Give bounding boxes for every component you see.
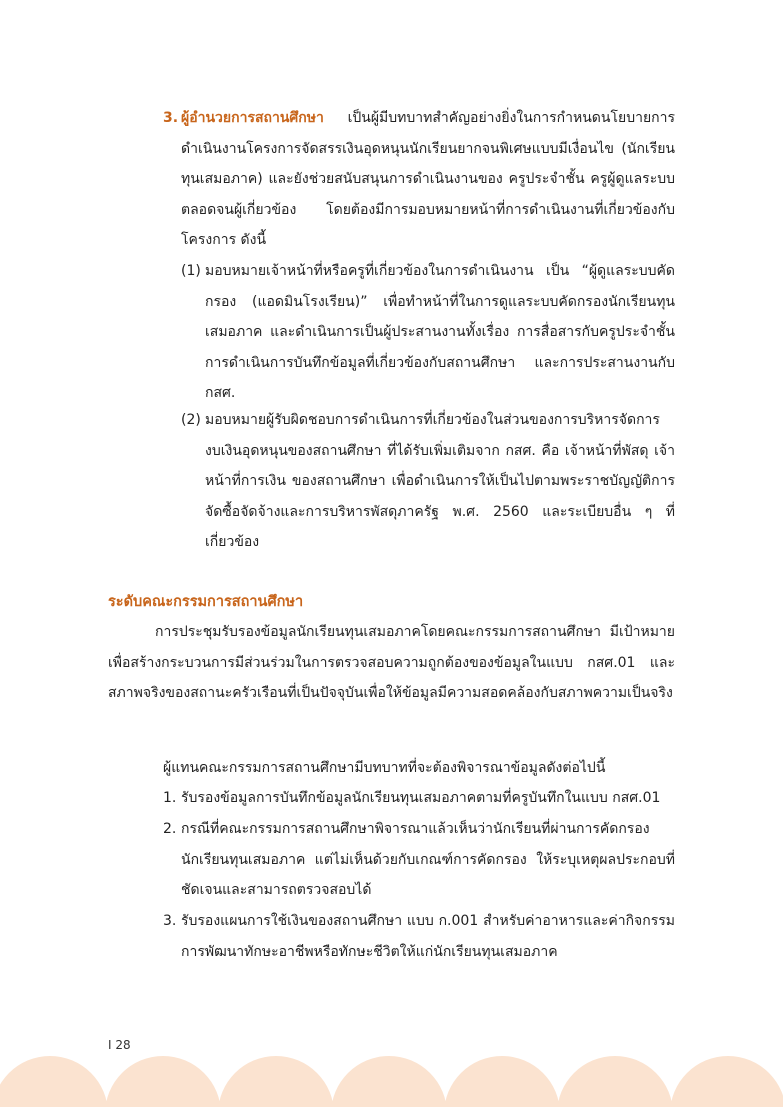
committee-heading: ระดับคณะกรรมการสถานศึกษา xyxy=(108,594,304,610)
list-item-number: 1. xyxy=(163,790,177,806)
footer-circle xyxy=(218,1056,334,1107)
footer-decoration xyxy=(0,1052,783,1107)
footer-circle xyxy=(444,1056,560,1107)
footer-circle xyxy=(105,1056,221,1107)
list-item-number: 2. xyxy=(163,821,177,837)
sub-item-number: (2) xyxy=(181,412,201,428)
committee-lead: ผู้แทนคณะกรรมการสถานศึกษามีบทบาทที่จะต้องพิจารณาข้อมูลดังต่อไปนี้ xyxy=(163,760,606,776)
section-3-paragraph xyxy=(181,103,675,256)
footer-circle xyxy=(557,1056,673,1107)
list-item-text: รับรองแผนการใช้เงินของสถานศึกษา แบบ ก.001 สำหรับค่าอาหารและค่ากิจกรรมการพัฒนาทักษะอาชีพหรือทักษะชีวิตให้แก่นักเรียนทุนเสมอภาค xyxy=(181,913,675,960)
footer-circle xyxy=(670,1056,783,1107)
footer-circle xyxy=(331,1056,447,1107)
sub-item-number: (1) xyxy=(181,263,201,279)
section-title: ผู้อำนวยการสถานศึกษา xyxy=(181,110,324,126)
list-item-number: 3. xyxy=(163,913,177,929)
section-body: เป็นผู้มีบทบาทสำคัญอย่างยิ่งในการกำหนดนโยบายการดำเนินงานโครงการจัดสรรเงินอุดหนุนนักเรียนยากจนพิเศษแบบมีเงื่อนไข (นักเรียนทุนเสมอภาค) และยังช่วยสนับสนุนการดำเนินงานของ ครูประจำชั้น ครูผู้ดูแลระบบตลอดจนผู้เกี่ยวข้อง โดยต้องมีการมอบหมายหน้าที่การดำเนินงานที่เกี่ยวข้องกับโครงการ ดังนี้ xyxy=(181,110,675,248)
list-item-text: รับรองข้อมูลการบันทึกข้อมูลนักเรียนทุนเสมอภาคตามที่ครูบันทึกในแบบ กสศ.01 xyxy=(181,790,661,806)
sub-item-text: มอบหมายเจ้าหน้าที่หรือครูที่เกี่ยวข้องในการดำเนินงาน เป็น “ผู้ดูแลระบบคัดกรอง (แอดมินโรงเรียน)” เพื่อทำหน้าที่ในการดูแลระบบคัดกรองนักเรียนทุนเสมอภาค และดำเนินการเป็นผู้ประสานงานทั้งเรื่อง การสื่อสารกับครูประจำชั้น การดำเนินการบันทึกข้อมูลที่เกี่ยวข้องกับสถานศึกษา และการประสานงานกับ กสศ. xyxy=(205,263,675,401)
sub-item-text: มอบหมายผู้รับผิดชอบการดำเนินการที่เกี่ยวข้องในส่วนของการบริหารจัดการงบเงินอุดหนุนของสถานศึกษา ที่ได้รับเพิ่มเติมจาก กสศ. คือ เจ้าหน้าที่พัสดุ เจ้าหน้าที่การเงิน ของสถานศึกษา เพื่อดำเนินการให้เป็นไปตามพระราชบัญญัติการจัดซื้อจัดจ้างและการบริหารพัสดุภาครัฐ พ.ศ. 2560 และระเบียบอื่น ๆ ที่เกี่ยวข้อง xyxy=(205,412,675,550)
footer-circle xyxy=(0,1056,108,1107)
list-item-text: กรณีที่คณะกรรมการสถานศึกษาพิจารณาแล้วเห็นว่านักเรียนที่ผ่านการคัดกรองนักเรียนทุนเสมอภาค แต่ไม่เห็นด้วยกับเกณฑ์การคัดกรอง ให้ระบุเหตุผลประกอบที่ชัดเจนและสามารถตรวจสอบได้ xyxy=(181,821,675,898)
section-number: 3. xyxy=(163,110,179,126)
committee-intro: การประชุมรับรองข้อมูลนักเรียนทุนเสมอภาคโดยคณะกรรมการสถานศึกษา มีเป้าหมายเพื่อสร้างกระบวนการมีส่วนร่วมในการตรวจสอบความถูกต้องของข้อมูลในแบบ กสศ.01 และสภาพจริงของสถานะครัวเรือนที่เป็นปัจจุบันเพื่อให้ข้อมูลมีความสอดคล้องกับสภาพความเป็นจริง xyxy=(108,624,675,701)
page-number: I 28 xyxy=(108,1038,131,1052)
